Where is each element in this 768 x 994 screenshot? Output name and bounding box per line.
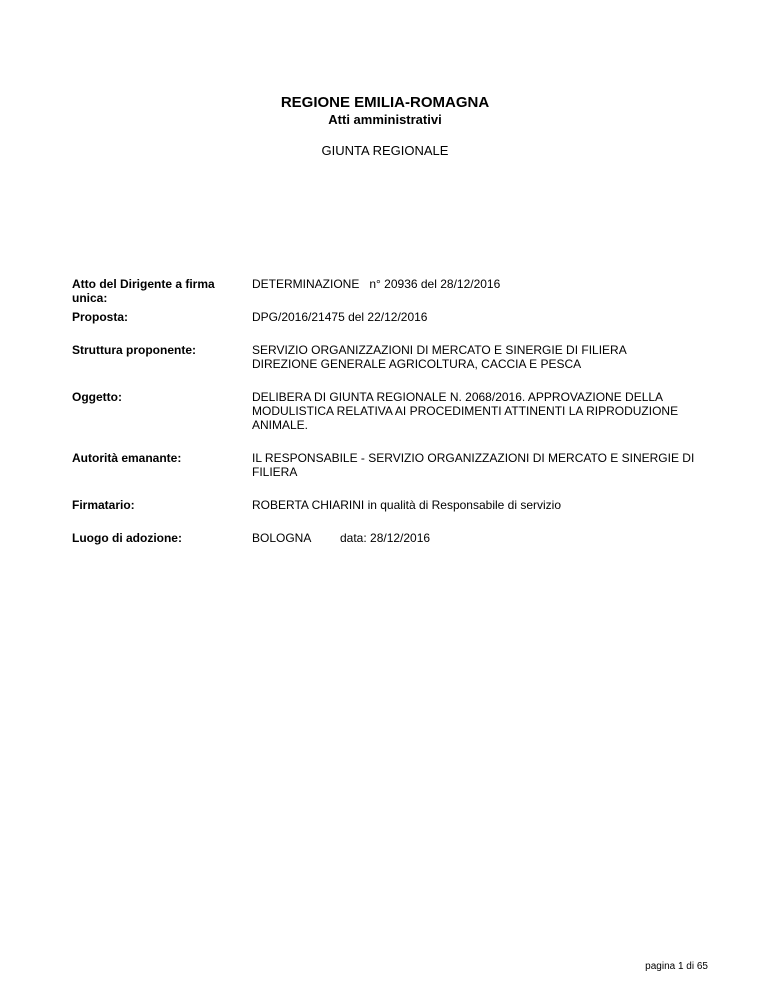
document-header [0, 94, 768, 159]
field-label-luogo: Luogo di adozione: [72, 531, 182, 545]
field-value-luogo [252, 531, 742, 545]
field-autorita [72, 451, 742, 479]
field-value-atto [252, 277, 742, 305]
document-category: Atti amministrativi [328, 112, 442, 127]
act-number-date: n° 20936 del 28/12/2016 [369, 277, 501, 291]
field-firmatario [72, 498, 742, 512]
field-atto [72, 277, 742, 305]
field-value-firmatario: ROBERTA CHIARINI in qualità di Responsabile di servizio [252, 498, 562, 512]
page-number: pagina 1 di 65 [645, 961, 708, 972]
act-details [72, 277, 742, 545]
issuing-body: GIUNTA REGIONALE [321, 143, 449, 158]
field-value-proposta: DPG/2016/21475 del 22/12/2016 [252, 310, 428, 324]
field-label-struttura: Struttura proponente: [72, 343, 196, 357]
field-value-oggetto: DELIBERA DI GIUNTA REGIONALE N. 2068/2016. APPROVAZIONE DELLA MODULISTICA RELATIVA AI PROCEDIMENTI ATTINENTI LA RIPRODUZIONE ANIMALE. [252, 390, 679, 432]
organization-title: REGIONE EMILIA-ROMAGNA [280, 94, 490, 111]
field-label-atto: Atto del Dirigente a firma unica: [72, 277, 215, 305]
field-value-struttura: SERVIZIO ORGANIZZAZIONI DI MERCATO E SINERGIE DI FILIERA DIREZIONE GENERALE AGRICOLTURA, CACCIA E PESCA [252, 343, 627, 371]
act-type: DETERMINAZIONE [252, 277, 360, 291]
field-label-proposta: Proposta: [72, 310, 129, 324]
field-proposta [72, 310, 742, 324]
field-label-autorita: Autorità emanante: [72, 451, 182, 465]
adoption-date: data: 28/12/2016 [340, 531, 431, 545]
field-luogo [72, 531, 742, 545]
field-struttura [72, 343, 742, 371]
field-oggetto [72, 390, 742, 432]
field-value-autorita: IL RESPONSABILE - SERVIZIO ORGANIZZAZIONI DI MERCATO E SINERGIE DI FILIERA [252, 451, 695, 479]
field-label-oggetto: Oggetto: [72, 390, 122, 404]
field-label-firmatario: Firmatario: [72, 498, 135, 512]
adoption-city: BOLOGNA [252, 531, 312, 545]
